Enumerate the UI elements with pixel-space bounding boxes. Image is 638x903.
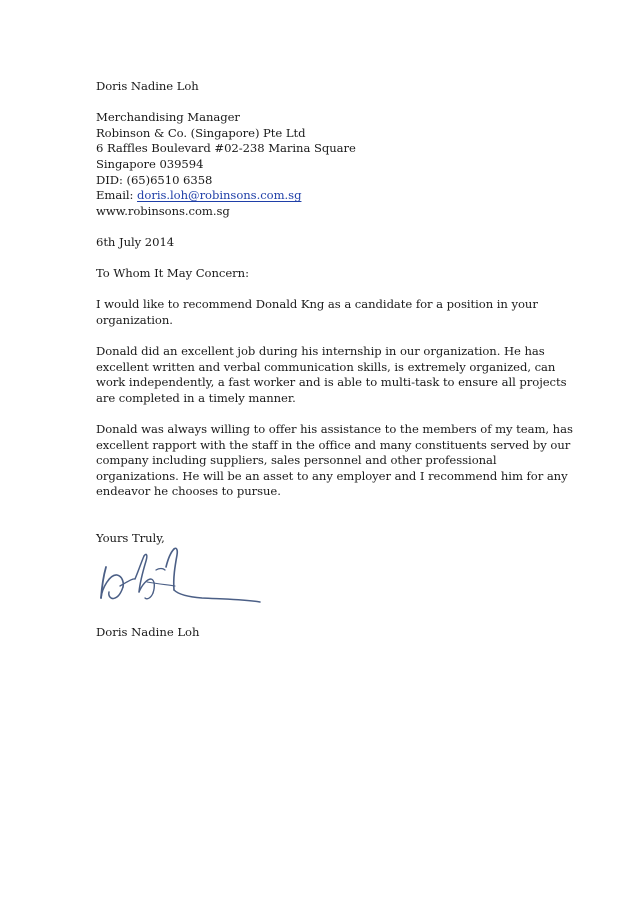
company-name: Robinson & Co. (Singapore) Pte Ltd xyxy=(96,125,306,140)
email-line xyxy=(96,188,546,204)
letter-date: 6th July 2014 xyxy=(96,234,175,249)
spacer xyxy=(96,500,546,516)
letter-body xyxy=(96,79,573,547)
signature-drawing xyxy=(94,540,266,612)
spacer xyxy=(96,516,546,532)
paragraph-line: company including suppliers, sales personnel and other professional xyxy=(96,453,497,468)
spacer xyxy=(96,251,546,267)
spacer xyxy=(96,95,546,111)
signer-name: Doris Nadine Loh xyxy=(96,625,200,639)
paragraph-3 xyxy=(96,422,573,500)
paragraph-line: are completed in a timely manner. xyxy=(96,390,296,405)
address-line-1: 6 Raffles Boulevard #02-238 Marina Square xyxy=(96,141,356,156)
spacer xyxy=(96,406,546,422)
spacer xyxy=(96,329,546,345)
handwritten-signature-icon xyxy=(94,540,266,612)
paragraph-line: Donald did an excellent job during his internship in our organization. He has xyxy=(96,344,545,359)
address-line-2: Singapore 039594 xyxy=(96,156,204,171)
sender-name: Doris Nadine Loh xyxy=(96,79,199,93)
email-label: Email: xyxy=(96,188,138,203)
sender-title: Merchandising Manager xyxy=(96,110,240,125)
paragraph-line: work independently, a fast worker and is able to multi-task to ensure all projects xyxy=(96,375,567,390)
paragraph-line: Donald was always willing to offer his assistance to the members of my team, has xyxy=(96,422,573,437)
salutation: To Whom It May Concern: xyxy=(96,266,249,281)
closing: Yours Truly, xyxy=(96,531,165,546)
paragraph-line: excellent written and verbal communication skills, is extremely organized, can xyxy=(96,359,556,374)
paragraph-line: I would like to recommend Donald Kng as a candidate for a position in your xyxy=(96,297,538,312)
paragraph-1 xyxy=(96,297,546,328)
paragraph-line: organization. xyxy=(96,312,173,327)
paragraph-2 xyxy=(96,344,567,406)
spacer xyxy=(96,219,546,235)
website: www.robinsons.com.sg xyxy=(96,203,230,218)
email-link[interactable]: doris.loh@robinsons.com.sg xyxy=(137,188,302,203)
paragraph-line: organizations. He will be an asset to any employer and I recommend him for any xyxy=(96,468,568,483)
paragraph-line: excellent rapport with the staff in the office and many constituents served by our xyxy=(96,437,571,452)
paragraph-line: endeavor he chooses to pursue. xyxy=(96,484,281,499)
spacer xyxy=(96,282,546,298)
direct-phone: DID: (65)6510 6358 xyxy=(96,172,213,187)
